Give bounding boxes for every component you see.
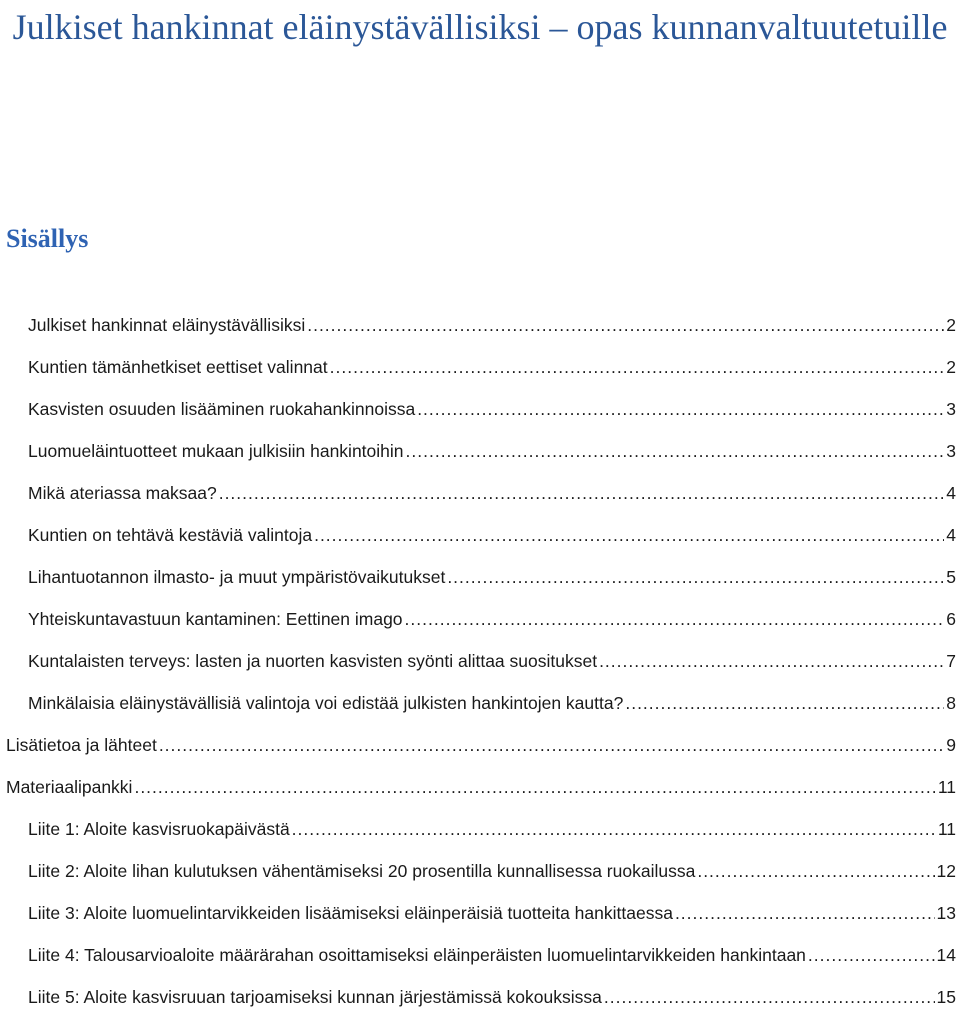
toc-entry-label: Julkiset hankinnat eläinystävällisiksi: [28, 315, 306, 335]
toc-leader-dots: [625, 688, 944, 718]
toc-entry-label: Liite 3: Aloite luomuelintarvikkeiden lisäämiseksi eläinperäisiä tuotteita hankittaessa: [28, 903, 673, 923]
toc-entry-page: 8: [946, 693, 956, 713]
toc-entry-page: 2: [946, 357, 956, 377]
toc-entry-label: Liite 5: Aloite kasvisruuan tarjoamiseksi kunnan järjestämissä kokouksissa: [28, 987, 602, 1007]
toc-entry[interactable]: [0, 730, 960, 760]
toc-leader-dots: [134, 772, 935, 802]
toc-entry[interactable]: [0, 520, 960, 550]
toc-entry-label: Lisätietoa ja lähteet: [6, 735, 157, 755]
document-title: Julkiset hankinnat eläinystävällisiksi – opas kunnanvaltuutetuille: [12, 7, 948, 47]
toc-entry-label: Liite 1: Aloite kasvisruokapäivästä: [28, 819, 290, 839]
toc-leader-dots: [417, 394, 944, 424]
toc-leader-dots: [314, 520, 944, 550]
toc-leader-dots: [406, 436, 945, 466]
toc-entry[interactable]: [0, 856, 960, 886]
toc-entry-label: Mikä ateriassa maksaa?: [28, 483, 217, 503]
toc-leader-dots: [307, 310, 944, 340]
toc-entry[interactable]: [0, 352, 960, 382]
toc-entry[interactable]: [0, 898, 960, 928]
toc-entry-label: Kuntien tämänhetkiset eettiset valinnat: [28, 357, 328, 377]
toc-entry-page: 5: [946, 567, 956, 587]
toc-entry-page: 14: [936, 945, 956, 965]
toc-leader-dots: [675, 898, 935, 928]
toc-entry-page: 9: [946, 735, 956, 755]
toc-entry[interactable]: [0, 688, 960, 718]
toc-entry-page: 15: [936, 987, 956, 1007]
toc-entry[interactable]: [0, 814, 960, 844]
toc-leader-dots: [405, 604, 945, 634]
toc-entry-label: Luomueläintuotteet mukaan julkisiin hankintoihin: [28, 441, 404, 461]
toc-entry-page: 4: [946, 483, 956, 503]
toc-leader-dots: [447, 562, 944, 592]
toc-entry-page: 2: [946, 315, 956, 335]
toc-entry-label: Kuntien on tehtävä kestäviä valintoja: [28, 525, 313, 545]
toc-entry-page: 11: [937, 777, 956, 797]
toc-entry[interactable]: [0, 646, 960, 676]
toc-entry-page: 13: [936, 903, 956, 923]
toc-leader-dots: [697, 856, 934, 886]
toc-heading: Sisällys: [6, 224, 89, 253]
toc-leader-dots: [219, 478, 945, 508]
toc-entry[interactable]: [0, 436, 960, 466]
toc-entry-page: 4: [946, 525, 956, 545]
toc-entry-page: 6: [946, 609, 956, 629]
toc-entry-label: Kasvisten osuuden lisääminen ruokahankinnoissa: [28, 399, 416, 419]
toc-entry[interactable]: [0, 772, 960, 802]
toc-entry-label: Liite 4: Talousarvioaloite määrärahan osoittamiseksi eläinperäisten luomuelintarvikkeiden hankintaan: [28, 945, 806, 965]
toc-entry-label: Minkälaisia eläinystävällisiä valintoja voi edistää julkisten hankintojen kautta?: [28, 693, 624, 713]
toc-entry-page: 11: [937, 819, 956, 839]
toc-entry-page: 7: [946, 651, 956, 671]
toc-entry-label: Lihantuotannon ilmasto- ja muut ympäristövaikutukset: [28, 567, 446, 587]
toc-entry-label: Kuntalaisten terveys: lasten ja nuorten kasvisten syönti alittaa suositukset: [28, 651, 598, 671]
toc-leader-dots: [330, 352, 945, 382]
toc-entry-page: 12: [936, 861, 956, 881]
toc-leader-dots: [159, 730, 944, 760]
toc-entry-page: 3: [946, 441, 956, 461]
toc-entry[interactable]: [0, 940, 960, 970]
toc-entry[interactable]: [0, 562, 960, 592]
toc-leader-dots: [599, 646, 944, 676]
toc-entry-label: Liite 2: Aloite lihan kulutuksen vähentämiseksi 20 prosentilla kunnallisessa ruokailussa: [28, 861, 696, 881]
toc-entry-label: Yhteiskuntavastuun kantaminen: Eettinen imago: [28, 609, 403, 629]
toc-leader-dots: [292, 814, 936, 844]
toc-entry[interactable]: [0, 604, 960, 634]
toc-entry-label: Materiaalipankki: [6, 777, 133, 797]
toc-entry[interactable]: [0, 310, 960, 340]
toc-leader-dots: [808, 940, 935, 970]
toc-entry[interactable]: [0, 394, 960, 424]
toc-entry[interactable]: [0, 478, 960, 508]
toc-entry-page: 3: [946, 399, 956, 419]
